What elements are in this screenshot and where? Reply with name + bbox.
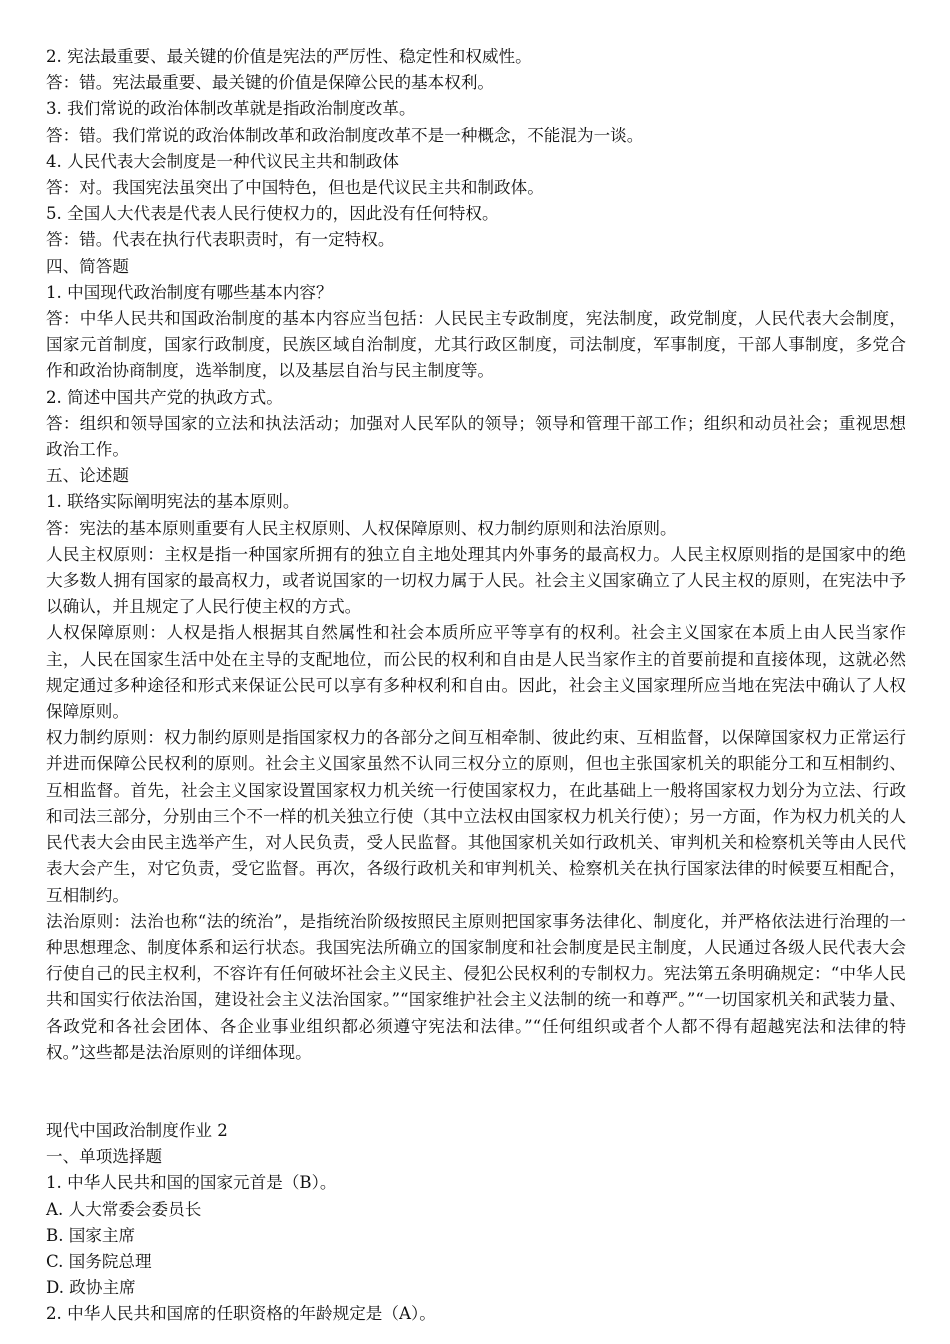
document-body (46, 44, 906, 1328)
paragraph-text: 法治原则：法治也称“法的统治”，是指统治阶级按照民主原则把国家事务法律化、制度化，并严格依法进行治理的一种思想理念、制度体系和运行状态。我国宪法所确立的国家制度和社会制度是民主制度，人民通过各级人民代表大会行使自己的民主权利，不容许有任何破坏社会主义民主、侵犯公民权利的专制权力。宪法第五条明确规定：“中华人民共和国实行依法治国，建设社会主义法治国家。”“国家维护社会主义法制的统一和尊严。”“一切国家机关和武装力量、各政党和各社会团体、各企业事业组织都必须遵守宪法和法律。”“任何组织或者个人都不得有超越宪法和法律的特权。”这些都是法治原则的详细体现。 (46, 911, 906, 1062)
question-text: 1. 联络实际阐明宪法的基本原则。 (46, 492, 300, 512)
section-heading: 五、论述题 (46, 466, 129, 486)
section-gap (46, 1066, 906, 1118)
question-text: 3. 我们常说的政治体制改革就是指政治制度改革。 (46, 99, 416, 119)
homework-1-section (46, 44, 906, 1066)
question-text: 1. 中华人民共和国的国家元首是（B）。 (46, 1173, 337, 1193)
answer-text: 答：错。宪法最重要、最关键的价值是保障公民的基本权利。 (46, 73, 495, 93)
option-text: A. 人大常委会委员长 (46, 1199, 202, 1219)
question-text: 2. 简述中国共产党的执政方式。 (46, 387, 283, 407)
section-heading: 一、单项选择题 (46, 1147, 163, 1167)
question-text: 5. 全国人大代表是代表人民行使权力的，因此没有任何特权。 (46, 204, 499, 224)
option-text: C. 国务院总理 (46, 1251, 152, 1271)
answer-text: 答：错。我们常说的政治体制改革和政治制度改革不是一种概念，不能混为一谈。 (46, 125, 644, 145)
paragraph-text: 权力制约原则：权力制约原则是指国家权力的各部分之间互相牵制、彼此约束、互相监督，以保障国家权力正常运行并进而保障公民权利的原则。社会主义国家虽然不认同三权分立的原则，但也主张国家机关的职能分工和互相制约、互相监督。首先，社会主义国家设置国家权力机关统一行使国家权力，在此基础上一般将国家权力划分为立法、行政和司法三部分，分别由三个不一样的机关独立行使（其中立法权由国家权力机关行使）；另一方面，作为权力机关的人民代表大会由民主选举产生，对人民负责，受人民监督。其他国家机关如行政机关、审判机关和检察机关等由人民代表大会产生，对它负责，受它监督。再次，各级行政机关和审判机关、检察机关在执行国家法律的时候要互相配合，互相制约。 (46, 728, 906, 905)
answer-text: 答：组织和领导国家的立法和执法活动；加强对人民军队的领导；领导和管理干部工作；组织和动员社会；重视思想政治工作。 (46, 413, 906, 460)
question-text: 2. 宪法最重要、最关键的价值是宪法的严厉性、稳定性和权威性。 (46, 47, 532, 66)
answer-text: 答：对。我国宪法虽突出了中国特色，但也是代议民主共和制政体。 (46, 178, 544, 198)
option-text: B. 国家主席 (46, 1225, 136, 1245)
answer-text: 答：中华人民共和国政治制度的基本内容应当包括：人民民主专政制度，宪法制度，政党制度，人民代表大会制度，国家元首制度，国家行政制度，民族区域自治制度，尤其行政区制度，司法制度，军事制度，干部人事制度，多党合作和政治协商制度，选举制度，以及基层自治与民主制度等。 (46, 309, 906, 381)
option-text: D. 政协主席 (46, 1278, 136, 1298)
answer-text: 答：错。代表在执行代表职责时，有一定特权。 (46, 230, 395, 250)
answer-text: 答：宪法的基本原则重要有人民主权原则、人权保障原则、权力制约原则和法治原则。 (46, 518, 677, 538)
homework-2-section (46, 1118, 906, 1328)
paragraph-text: 人权保障原则：人权是指人根据其自然属性和社会本质所应平等享有的权利。社会主义国家在本质上由人民当家作主，人民在国家生活中处在主导的支配地位，而公民的权利和自由是人民当家作主的首要前提和直接体现，这就必然规定通过多种途径和形式来保证公民可以享有多种权利和自由。因此，社会主义国家理所应当地在宪法中确认了人权保障原则。 (46, 623, 906, 722)
homework-title: 现代中国政治制度作业 2 (46, 1120, 228, 1140)
question-text: 1. 中国现代政治制度有哪些基本内容？ (46, 282, 333, 302)
question-text: 2. 中华人民共和国席的任职资格的年龄规定是（A）。 (46, 1304, 436, 1324)
paragraph-text: 人民主权原则：主权是指一种国家所拥有的独立自主地处理其内外事务的最高权力。人民主权原则指的是国家中的绝大多数人拥有国家的最高权力，或者说国家的一切权力属于人民。社会主义国家确立了人民主权的原则，在宪法中予以确认，并且规定了人民行使主权的方式。 (46, 544, 906, 617)
section-heading: 四、简答题 (46, 256, 129, 276)
question-text: 4. 人民代表大会制度是一种代议民主共和制政体 (46, 151, 399, 171)
